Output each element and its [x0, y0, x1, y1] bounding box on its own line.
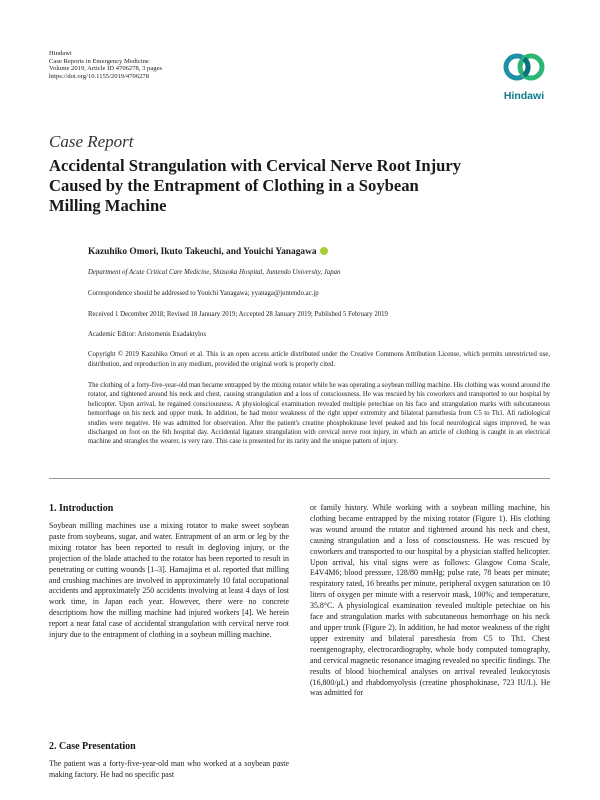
divider [49, 478, 550, 479]
article-dates: Received 1 December 2018; Revised 18 January 2019; Accepted 28 January 2019; Published 5 February 2019 [88, 311, 388, 318]
orcid-icon[interactable] [320, 247, 328, 255]
article-type: Case Report [49, 132, 134, 151]
authors-text: Kazuhiko Omori, Ikuto Takeuchi, and Youichi Yanagawa [88, 247, 317, 257]
hindawi-logo [498, 47, 550, 105]
case-paragraph-continued: or family history. While working with a soybean milling machine, his clothing became entrapped by the mixing rotator (Figure 1). His clothing was wound around the rotator and tightened around his neck and chest, causing strangulation and a loss of consciousness. He was rescued by coworkers and transported to our hospital by a physician staffed helicopter. Upon arrival, his vital signs were as follows: Glasgow Coma Scale, E4V4M6; blood pressure, 128/80 mmHg; pulse rate, 78 beats per minute; respiratory rated, 16 breaths per minute, peripheral oxygen saturation on 10 liters of oxygen per minute with a reservoir mask, 100%; and temperature, 35.8°C. A physiological examination revealed multiple petechiae on his face and strangulation marks with subcutaneous hemorrhage on his neck and upper trunk (Figure 2). In addition, he had motor weakness of the right upper extremity and bilateral paresthesia from C5 to Th1. Chest roentgenography, electrocardiography, whole body computed tomography, and cervical magnetic resonance imaging revealed no specific findings. The results of blood biochemical analyses on arrival revealed leukocytosis (16,800/μL) and rhabdomyolysis (creatine phosphokinase, 723 IU/L). He was admitted for [310, 503, 550, 698]
journal-header [49, 50, 162, 80]
volume-info: Volume 2019, Article ID 4706278, 3 pages [49, 65, 163, 73]
journal-name: Case Reports in Emergency Medicine [49, 57, 149, 65]
doi-link[interactable]: https://doi.org/10.1155/2019/4706278 [49, 72, 150, 80]
section-heading-introduction: 1. Introduction [49, 503, 114, 514]
correspondence: Correspondence should be addressed to Youichi Yanagawa; yyanaga@juntendo.ac.jp [88, 290, 319, 297]
introduction-paragraph: Soybean milling machines use a mixing rotator to make sweet soybean paste from soybeans, sugar, and water. Entrapment of an arm or leg by the mixing rotator has been reported to result in degloving injury, or the projection of the blade attached to the rotator has been reported to result in penetrating or cutting wounds [1–3]. Hamajima et al. reported that milling and crushing machines are involved in approximately 10 fatal occupational accidents and approximately 250 accidents involving at least 4 days of lost work time, in Japan each year. However, there were no concrete descriptions how the milling machine had injured workers [4]. We herein report a near fatal case of accidental strangulation with cervical nerve root injury due to the entrapment of clothing in a soybean milling machine. [49, 521, 289, 640]
copyright-notice: Copyright © 2019 Kazuhiko Omori et al. This is an open access article distributed under the Creative Commons Attribution License, which permits unrestricted use, distribution, and reproduction in any medium, provided the original work is properly cited. [88, 351, 550, 368]
section-heading-case-presentation: 2. Case Presentation [49, 741, 136, 752]
publisher-name: Hindawi [49, 50, 72, 57]
case-paragraph-start: The patient was a forty-five-year-old man who worked at a soybean paste making factory. He had no specific past [49, 759, 289, 779]
introduction-text [49, 521, 289, 641]
academic-editor: Academic Editor: Aristomenis Exadaktylos [88, 331, 206, 338]
abstract: The clothing of a forty-five-year-old man became entrapped by the mixing rotator while he was operating a soybean milling machine. His clothing was wound around the rotator, and tightened around his neck and chest, causing strangulation and a loss of consciousness. He was rescued by his coworkers and transported to our hospital by helicopter. Upon arrival, he regained consciousness. A physiological examination revealed multiple petechiae on his face and strangulation marks with subcutaneous hemorrhage on his neck and upper trunk. In addition, he had motor weakness of the right upper extremity and bilateral paresthesia from C5 to Th1. All radiological studies were negative. He was admitted for observation. After the patient's creatine phosphokinase level peaked and his focal neurological signs improved, he was discharged on foot on the 6th hospital day. Accidental ligature strangulation with cervical nerve root injury, in which an article of clothing is caught in an electrical machine and strangles the wearer, is very rare. This case is presented for its rarity and the unique pattern of injury. [88, 382, 550, 446]
article-title: Accidental Strangulation with Cervical Nerve Root Injury Caused by the Entrapment of Clothing in a Soybean Milling Machine [49, 156, 462, 215]
logo-wordmark: Hindawi [503, 90, 545, 102]
affiliation: Department of Acute Critical Care Medicine, Shizuoka Hospital, Juntendo University, Japan [88, 269, 341, 276]
hindawi-rings-icon [501, 47, 547, 87]
case-text-column-1 [49, 759, 289, 781]
author-list [88, 247, 328, 257]
case-text-column-2 [310, 503, 550, 699]
